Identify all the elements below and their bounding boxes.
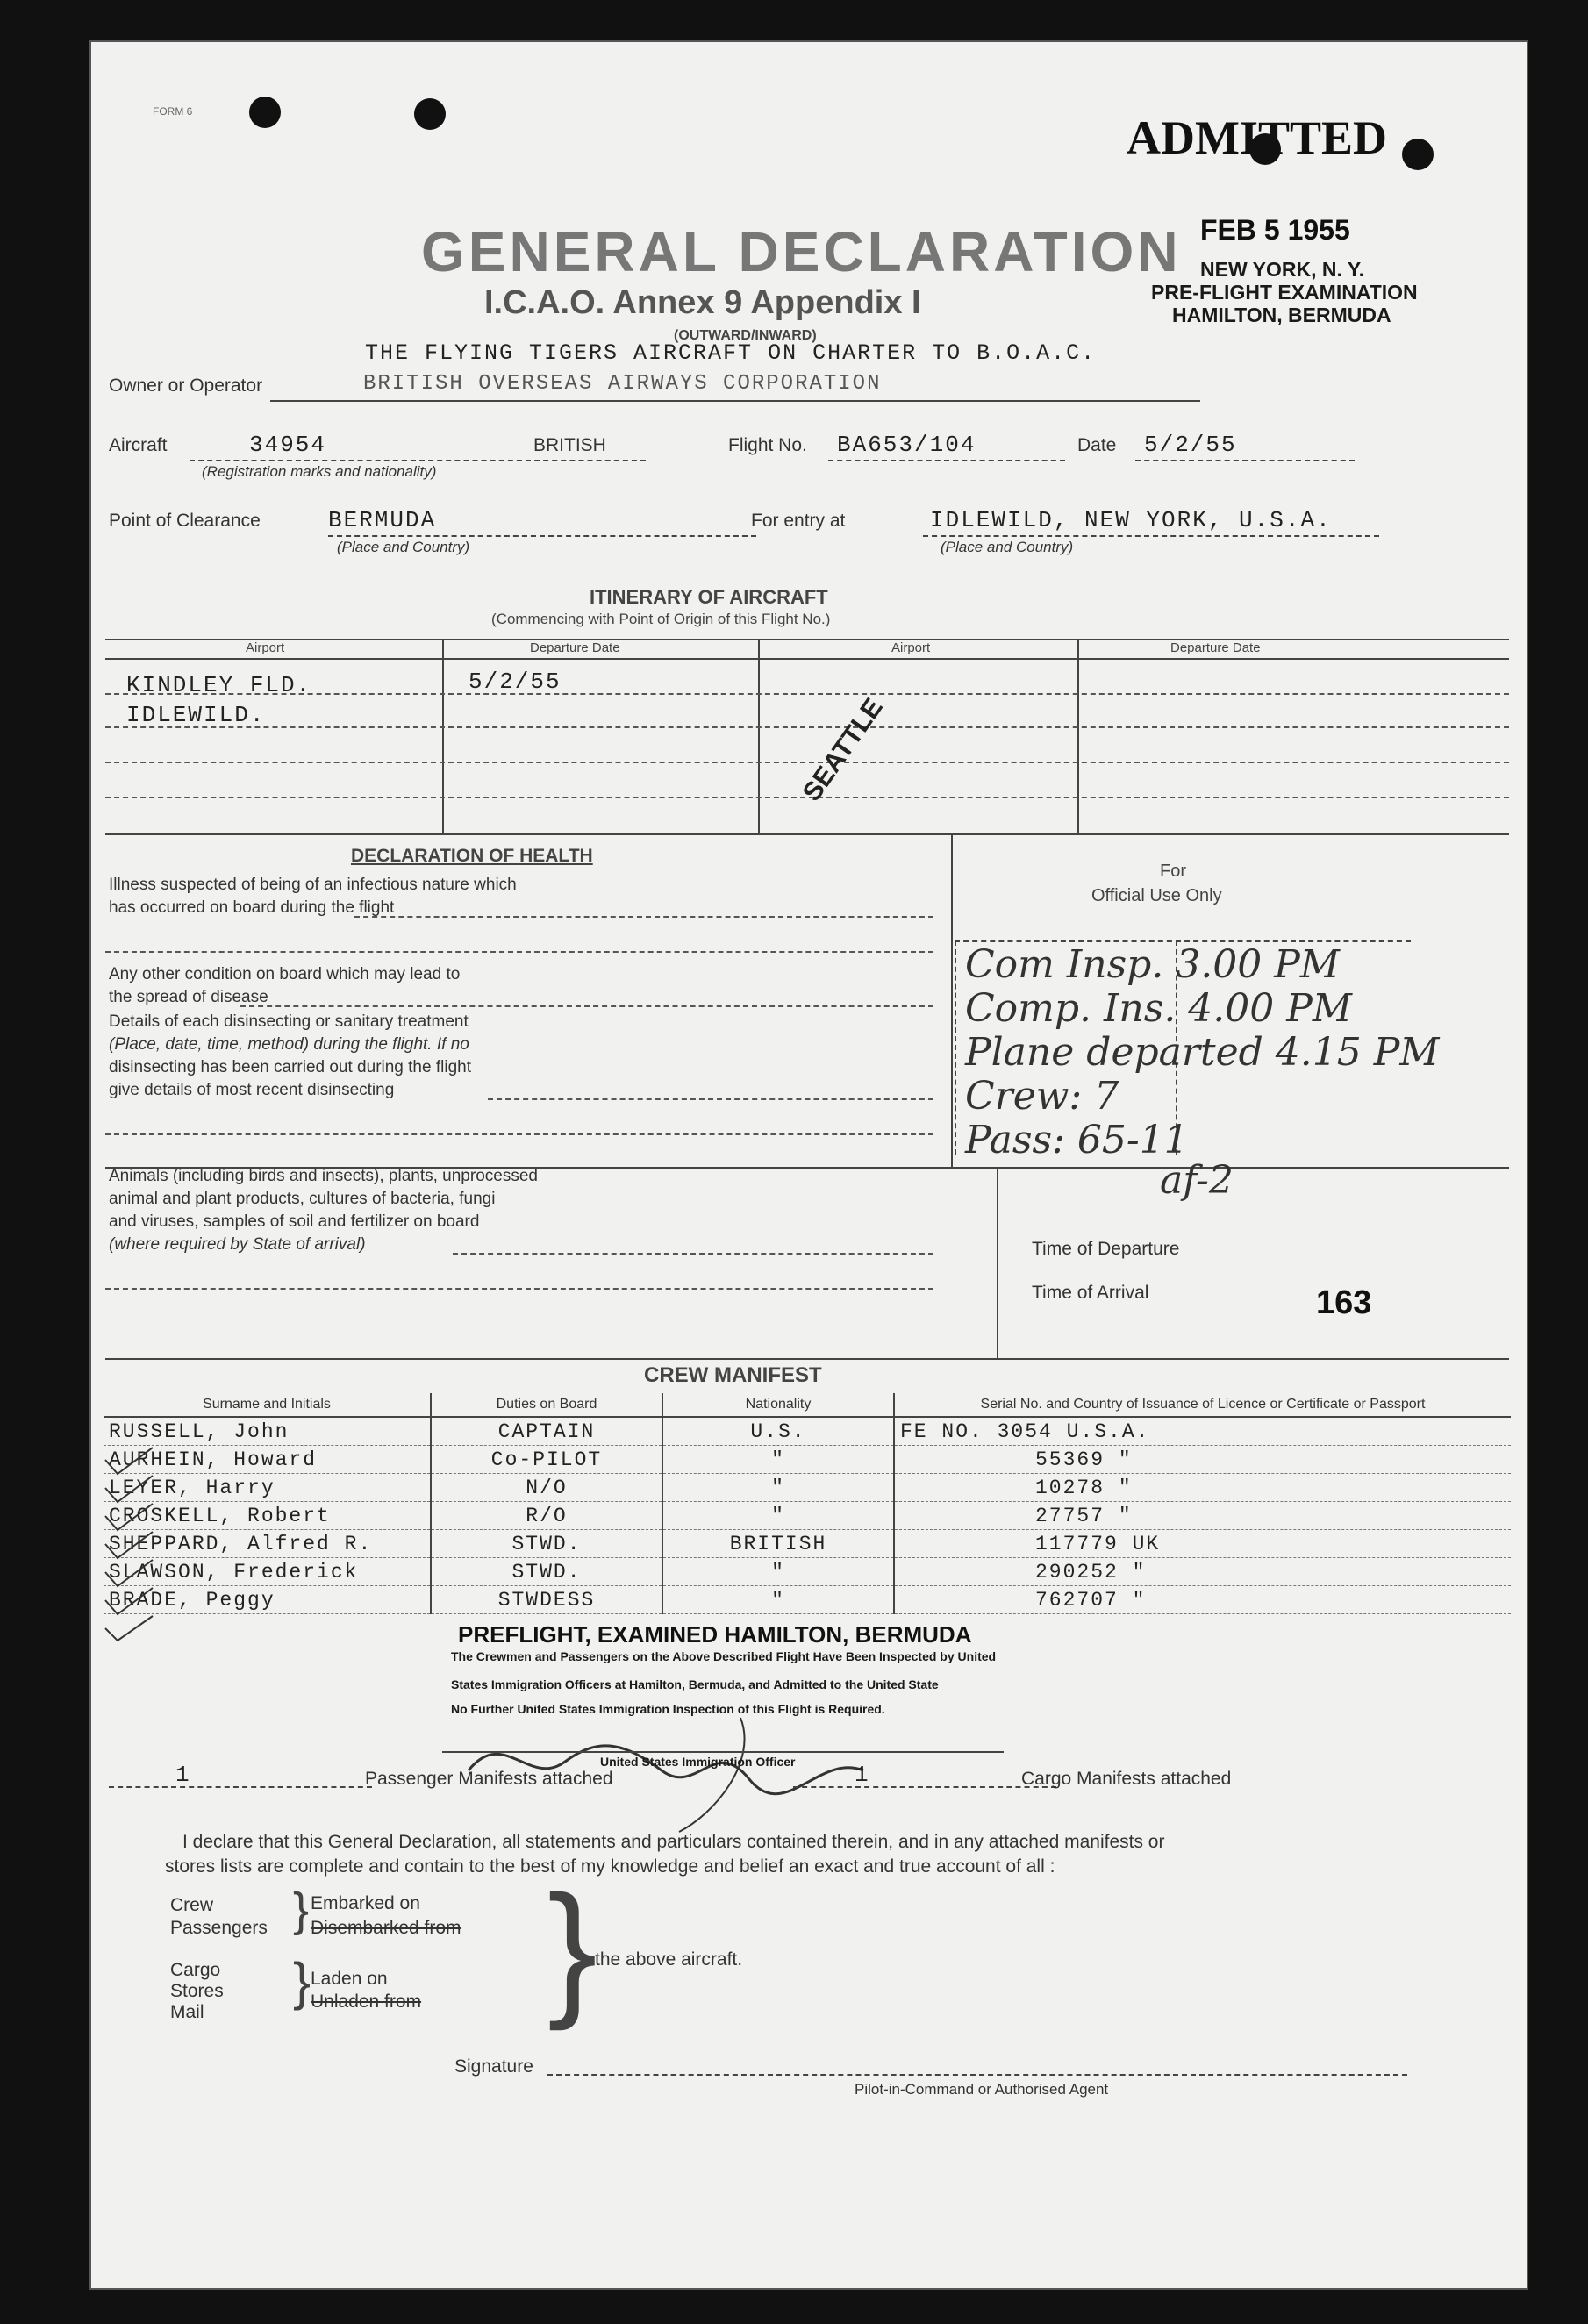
clearance-caption: (Place and Country) bbox=[337, 539, 470, 555]
admitted-stamp-title: ADMITTED bbox=[1127, 111, 1388, 164]
direction-caption: (OUTWARD/INWARD) bbox=[674, 328, 817, 343]
crew-name: LEYER, Harry bbox=[104, 1474, 431, 1502]
punch-hole bbox=[249, 97, 281, 128]
cargo-manifest-count: 1 bbox=[855, 1762, 870, 1788]
crew-col-duties: Duties on Board bbox=[431, 1393, 662, 1417]
decl-above-aircraft: the above aircraft. bbox=[595, 1949, 743, 1970]
crew-serial: 27757 " bbox=[894, 1502, 1511, 1530]
crew-duty: STWDESS bbox=[431, 1586, 662, 1614]
crew-col-serial: Serial No. and Country of Issuance of Licence or Certificate or Passport bbox=[894, 1393, 1511, 1417]
itinerary-col-airport2: Airport bbox=[891, 640, 931, 655]
itinerary-airport-1: KINDLEY FLD. bbox=[126, 672, 312, 698]
health-title: DECLARATION OF HEALTH bbox=[351, 846, 593, 866]
decl-passengers: Passengers bbox=[170, 1918, 268, 1938]
charter-note: THE FLYING TIGERS AIRCRAFT ON CHARTER TO B.O.A.C. bbox=[365, 340, 1097, 366]
itinerary-title: ITINERARY OF AIRCRAFT bbox=[590, 586, 828, 608]
time-arrival-label: Time of Arrival bbox=[1032, 1283, 1149, 1303]
crew-name: RUSSELL, John bbox=[104, 1417, 431, 1446]
health-q2-line: the spread of disease bbox=[109, 988, 268, 1006]
preflight-stamp-line: The Crewmen and Passengers on the Above Described Flight Have Been Inspected by United bbox=[451, 1649, 997, 1663]
preflight-stamp-title: PREFLIGHT, EXAMINED HAMILTON, BERMUDA bbox=[458, 1621, 972, 1648]
health-q3-line: Details of each disinsecting or sanitary treatment bbox=[109, 1012, 469, 1031]
preflight-stamp-line: No Further United States Immigration Inspection of this Flight is Required. bbox=[451, 1702, 885, 1716]
crew-table bbox=[104, 1393, 1511, 1614]
health-q1-line: Illness suspected of being of an infectious nature which bbox=[109, 876, 517, 894]
crew-nationality: " bbox=[662, 1558, 894, 1586]
crew-duty: R/O bbox=[431, 1502, 662, 1530]
crew-nationality: " bbox=[662, 1446, 894, 1474]
crew-name: AURHEIN, Howard bbox=[104, 1446, 431, 1474]
health-q1-line: has occurred on board during the flight bbox=[109, 898, 395, 917]
aircraft-label: Aircraft bbox=[109, 435, 168, 455]
page-title: GENERAL DECLARATION bbox=[421, 220, 1182, 283]
decl-crew: Crew bbox=[170, 1895, 214, 1915]
health-q3-line: give details of most recent disinsecting bbox=[109, 1081, 395, 1099]
decl-embarked: Embarked on bbox=[311, 1893, 420, 1913]
itinerary-airport-2: IDLEWILD. bbox=[126, 702, 266, 728]
admitted-stamp-line: PRE-FLIGHT EXAMINATION bbox=[1151, 281, 1418, 304]
check-marks bbox=[100, 1442, 170, 1644]
health-q3-line: (Place, date, time, method) during the flight. If no bbox=[109, 1035, 469, 1054]
page-subtitle: I.C.A.O. Annex 9 Appendix I bbox=[484, 284, 921, 321]
table-row bbox=[104, 1446, 1511, 1474]
flight-date: 5/2/55 bbox=[1144, 432, 1237, 458]
registration-caption: (Registration marks and nationality) bbox=[202, 463, 437, 480]
punch-hole bbox=[1402, 139, 1434, 170]
flight-number: BA653/104 bbox=[837, 432, 976, 458]
flight-label: Flight No. bbox=[728, 435, 807, 455]
admitted-stamp-line: NEW YORK, N. Y. bbox=[1200, 258, 1365, 281]
decl-stores: Stores bbox=[170, 1981, 224, 2001]
large-brace-icon: } bbox=[547, 1865, 597, 2032]
crew-name: SLAWSON, Frederick bbox=[104, 1558, 431, 1586]
crew-nationality: BRITISH bbox=[662, 1530, 894, 1558]
itinerary-departure-1: 5/2/55 bbox=[469, 669, 562, 695]
itinerary-subtitle: (Commencing with Point of Origin of this Flight No.) bbox=[491, 611, 831, 627]
date-label: Date bbox=[1077, 435, 1117, 455]
punch-hole bbox=[414, 98, 446, 130]
cargo-manifest-label: Cargo Manifests attached bbox=[1021, 1769, 1232, 1789]
health-q4-line: and viruses, samples of soil and fertilizer on board bbox=[109, 1212, 480, 1231]
preflight-officer: United States Immigration Officer bbox=[600, 1755, 796, 1769]
crew-nationality: U.S. bbox=[662, 1417, 894, 1446]
seattle-diagonal-stamp: SEATTLE bbox=[797, 693, 889, 807]
decl-cargo: Cargo bbox=[170, 1960, 221, 1980]
crew-serial: 290252 " bbox=[894, 1558, 1511, 1586]
brace-icon: } bbox=[293, 1884, 310, 1936]
owner-label: Owner or Operator bbox=[109, 375, 263, 396]
health-q3-line: disinsecting has been carried out during the flight bbox=[109, 1058, 471, 1076]
declaration-text: I declare that this General Declaration, all statements and particulars contained therein, and in any attached manifests or bbox=[182, 1832, 1165, 1852]
health-q4-line: Animals (including birds and insects), plants, unprocessed bbox=[109, 1167, 538, 1185]
passenger-manifest-count: 1 bbox=[175, 1762, 191, 1788]
entry-label: For entry at bbox=[751, 511, 846, 531]
table-row bbox=[104, 1417, 1511, 1446]
crew-serial: 117779 UK bbox=[894, 1530, 1511, 1558]
aircraft-nationality: BRITISH bbox=[533, 435, 606, 455]
crew-duty: Co-PILOT bbox=[431, 1446, 662, 1474]
crew-duty: N/O bbox=[431, 1474, 662, 1502]
handwritten-note: Plane departed 4.15 PM bbox=[965, 1030, 1440, 1075]
crew-title: CREW MANIFEST bbox=[644, 1363, 822, 1387]
itinerary-col-airport: Airport bbox=[246, 640, 285, 655]
crew-name: CROSKELL, Robert bbox=[104, 1502, 431, 1530]
owner-value: BRITISH OVERSEAS AIRWAYS CORPORATION bbox=[363, 372, 882, 396]
clearance-value: BERMUDA bbox=[328, 507, 437, 533]
crew-nationality: " bbox=[662, 1502, 894, 1530]
passenger-manifest-label: Passenger Manifests attached bbox=[365, 1769, 613, 1789]
admitted-stamp-line: HAMILTON, BERMUDA bbox=[1172, 304, 1391, 326]
itinerary-col-departure2: Departure Date bbox=[1170, 640, 1261, 655]
signature-caption: Pilot-in-Command or Authorised Agent bbox=[855, 2081, 1109, 2098]
crew-serial: 762707 " bbox=[894, 1586, 1511, 1614]
decl-disembarked: Disembarked from bbox=[311, 1918, 461, 1938]
handwritten-note: Pass: 65-11 bbox=[965, 1118, 1189, 1162]
crew-col-name: Surname and Initials bbox=[104, 1393, 431, 1417]
handwritten-note: Com Insp. 3.00 PM bbox=[965, 942, 1340, 987]
crew-serial: 10278 " bbox=[894, 1474, 1511, 1502]
entry-caption: (Place and Country) bbox=[941, 539, 1074, 555]
crew-duty: STWD. bbox=[431, 1558, 662, 1586]
clearance-label: Point of Clearance bbox=[109, 511, 261, 531]
crew-nationality: " bbox=[662, 1474, 894, 1502]
preflight-stamp-line: States Immigration Officers at Hamilton, Bermuda, and Admitted to the United State bbox=[451, 1677, 939, 1691]
health-q4-line: (where required by State of arrival) bbox=[109, 1235, 366, 1254]
decl-laden: Laden on bbox=[311, 1969, 388, 1989]
time-departure-label: Time of Departure bbox=[1032, 1239, 1180, 1259]
itinerary-col-departure: Departure Date bbox=[530, 640, 620, 655]
admitted-stamp-date: FEB 5 1955 bbox=[1200, 214, 1350, 246]
decl-mail: Mail bbox=[170, 2002, 204, 2022]
decl-unladen: Unladen from bbox=[311, 1991, 422, 2012]
crew-duty: CAPTAIN bbox=[431, 1417, 662, 1446]
crew-col-nationality: Nationality bbox=[662, 1393, 894, 1417]
crew-nationality: " bbox=[662, 1586, 894, 1614]
signature-label: Signature bbox=[454, 2056, 533, 2077]
table-row bbox=[104, 1586, 1511, 1614]
crew-serial: 55369 " bbox=[894, 1446, 1511, 1474]
health-q2-line: Any other condition on board which may lead to bbox=[109, 965, 461, 983]
table-row bbox=[104, 1474, 1511, 1502]
table-row bbox=[104, 1502, 1511, 1530]
crew-serial: FE NO. 3054 U.S.A. bbox=[894, 1417, 1511, 1446]
aircraft-registration: 34954 bbox=[249, 432, 327, 458]
handwritten-note: af-2 bbox=[1160, 1158, 1234, 1203]
declaration-text: stores lists are complete and contain to the best of my knowledge and belief an exact and true account of all : bbox=[165, 1856, 1055, 1877]
table-row bbox=[104, 1530, 1511, 1558]
crew-name: BRADE, Peggy bbox=[104, 1586, 431, 1614]
document-page bbox=[91, 42, 1527, 2288]
brace-icon: } bbox=[293, 1952, 311, 2011]
handwritten-note: Comp. Ins. 4.00 PM bbox=[965, 986, 1352, 1031]
table-row bbox=[104, 1558, 1511, 1586]
crew-duty: STWD. bbox=[431, 1530, 662, 1558]
arrival-number: 163 bbox=[1316, 1284, 1372, 1321]
form-number: FORM 6 bbox=[153, 105, 193, 118]
official-title-1: For bbox=[1160, 862, 1186, 881]
handwritten-note: Crew: 7 bbox=[965, 1074, 1119, 1119]
health-q4-line: animal and plant products, cultures of bacteria, fungi bbox=[109, 1190, 496, 1208]
crew-name: SHEPPARD, Alfred R. bbox=[104, 1530, 431, 1558]
entry-value: IDLEWILD, NEW YORK, U.S.A. bbox=[930, 507, 1332, 533]
official-title-2: Official Use Only bbox=[1091, 886, 1222, 905]
